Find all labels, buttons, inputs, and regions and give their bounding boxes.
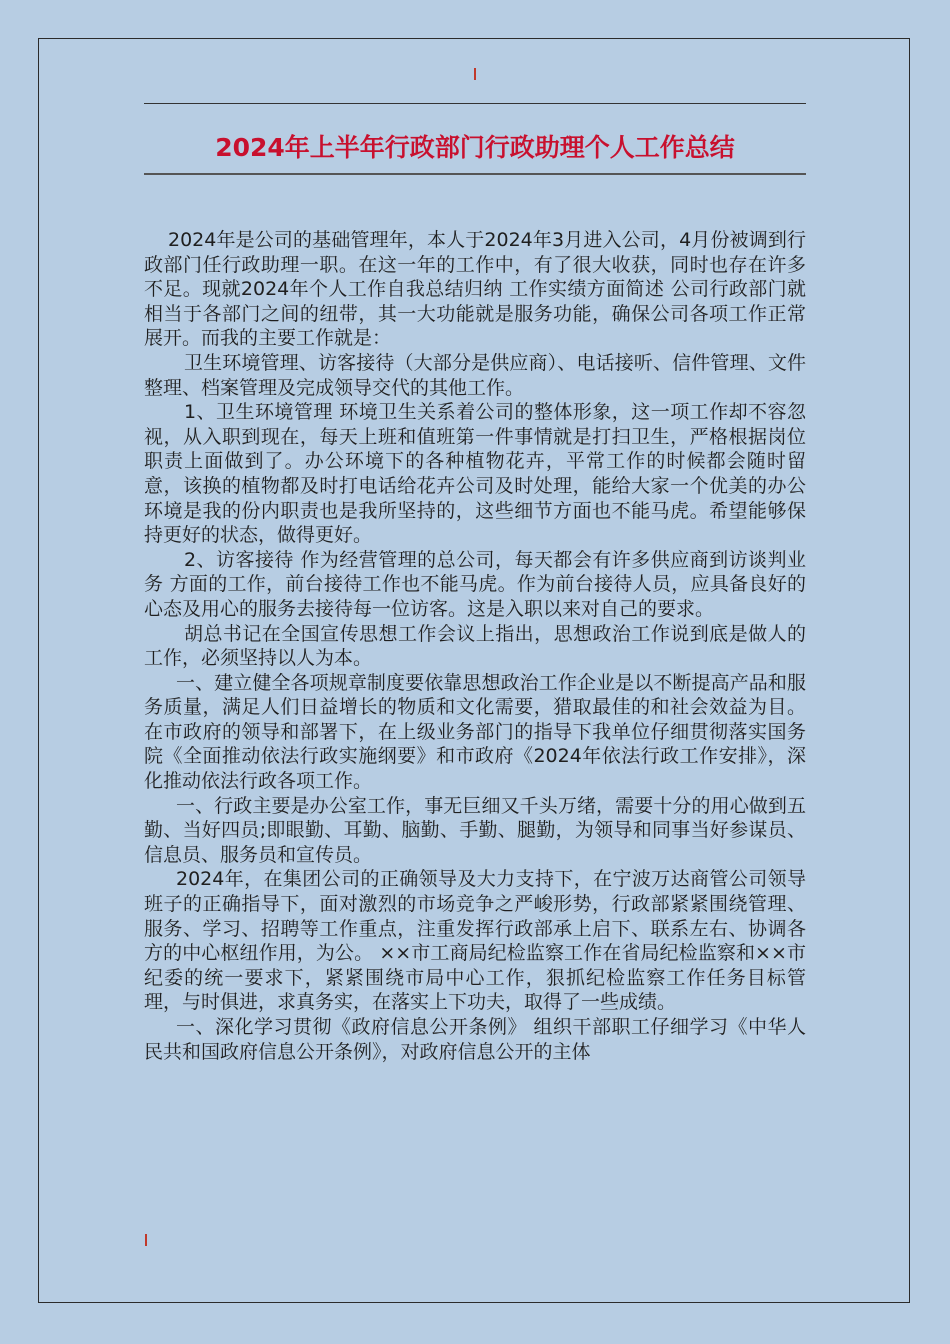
header-rule xyxy=(144,103,806,104)
paragraph-quote: 胡总书记在全国宣传思想工作会议上指出，思想政治工作说到底是做人的工作，必须坚持以人为本。 xyxy=(144,622,806,670)
paragraph-regulations: 一、建立健全各项规章制度要依靠思想政治工作企业是以不断提高产品和服务质量，满足人们日益增长的物质和文化需要，猎取最佳的和社会效益为目。 在市政府的领导和部署下，在上级业务部门的指导下我单位仔细贯彻落实国务院《全面推动依法行政实施纲要》和市政府《2024年依法行政工作安排》，深化推动依法行政各项工作。 xyxy=(144,671,806,793)
title-underline xyxy=(144,173,806,175)
paragraph-office-work: 一、行政主要是办公室工作，事无巨细又千头万绪，需要十分的用心做到五勤、当好四员;即眼勤、耳勤、脑勤、手勤、腿勤，为领导和同事当好参谋员、信息员、服务员和宣传员。 xyxy=(144,794,806,866)
paragraph-group-summary: 2024年，在集团公司的正确领导及大力支持下，在宁波万达商管公司领导班子的正确指导下，面对激烈的市场竞争之严峻形势，行政部紧紧围绕管理、服务、学习、招聘等工作重点，注重发挥行政部承上启下、联系左右、协调各方的中心枢纽作用，为公。 ××市工商局纪检监察工作在省局纪检监察和××市纪委的统一要求下，紧紧围绕市局中心工作，狠抓纪检监察工作任务目标管理，与时俱进，求真务实，在落实上下功夫，取得了一些成绩。 xyxy=(144,868,806,1014)
document-body xyxy=(144,228,806,1064)
paragraph-info-disclosure: 一、深化学习贯彻《政府信息公开条例》 组织干部职工仔细学习《中华人民共和国政府信息公开条例》，对政府信息公开的主体 xyxy=(144,1016,806,1063)
paragraph-duties: 卫生环境管理、访客接待（大部分是供应商）、电话接听、信件管理、文件整理、档案管理及完成领导交代的其他工作。 xyxy=(144,351,806,399)
header-cursor-mark xyxy=(474,68,476,80)
paragraph-hygiene: 1、卫生环境管理 环境卫生关系着公司的整体形象，这一项工作却不容忽视，从入职到现在，每天上班和值班第一件事情就是打扫卫生，严格根据岗位职责上面做到了。办公环境下的各种植物花卉，平常工作的时候都会随时留意，该换的植物都及时打电话给花卉公司及时处理，能给大家一个优美的办公环境是我的份内职责也是我所坚持的，这些细节方面也不能马虎。希望能够保持更好的状态，做得更好。 xyxy=(144,401,806,547)
footer-cursor-mark xyxy=(145,1234,147,1246)
document-title: 2024年上半年行政部门行政助理个人工作总结 xyxy=(215,133,735,162)
paragraph-reception: 2、访客接待 作为经营管理的总公司，每天都会有许多供应商到访谈判业务 方面的工作，前台接待工作也不能马虎。作为前台接待人员，应具备良好的心态及用心的服务去接待每一位访客。这是入职以来对自己的要求。 xyxy=(144,548,806,620)
paragraph-intro: 2024年是公司的基础管理年，本人于2024年3月进入公司，4月份被调到行政部门任行政助理一职。在这一年的工作中，有了很大收获，同时也存在许多不足。现就2024年个人工作自我总结归纳 工作实绩方面简述 公司行政部门就相当于各部门之间的纽带，其一大功能就是服务功能，确保公司各项工作正常展开。而我的主要工作就是： xyxy=(144,229,806,350)
